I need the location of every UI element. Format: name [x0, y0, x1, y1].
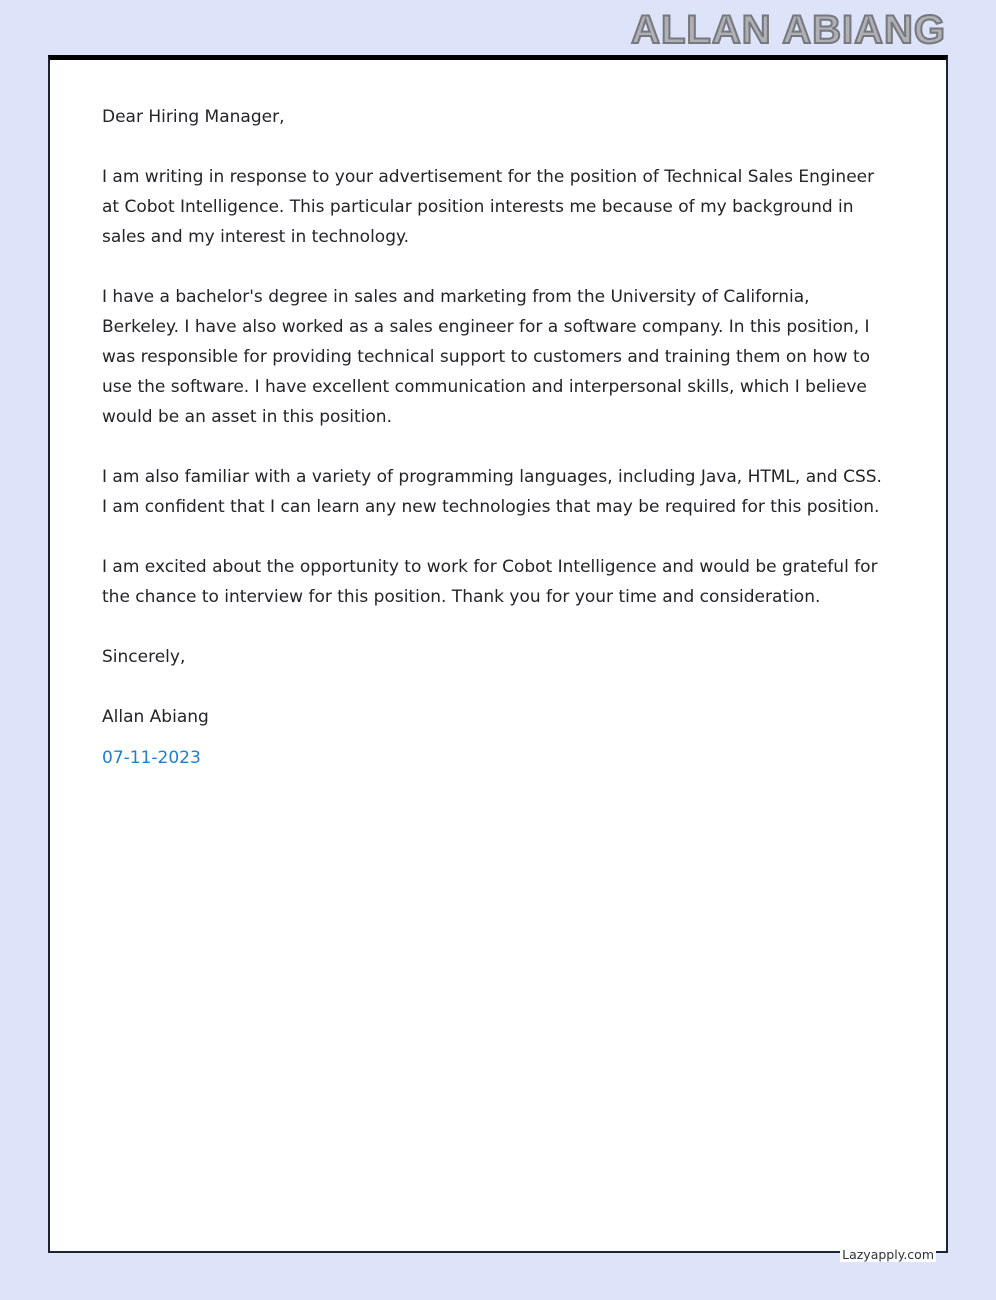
paragraph-closing: I am excited about the opportunity to work for Cobot Intelligence and would be grateful for the chance to interview for this position. Thank you for your time and consideration. — [102, 557, 878, 607]
lazyapply-watermark-link[interactable]: Lazyapply.com — [842, 1247, 934, 1262]
letter-date-link[interactable]: 07-11-2023 — [102, 748, 201, 768]
letter-page — [48, 55, 948, 1253]
letter-body — [102, 102, 891, 773]
page-title: ALLAN ABIANG — [631, 8, 946, 52]
signature-name: Allan Abiang — [102, 707, 209, 727]
salutation: Dear Hiring Manager, — [102, 107, 285, 127]
paragraph-skills: I am also familiar with a variety of programming languages, including Java, HTML, and CSS. I am confident that I can learn any new technologies that may be required for this position. — [102, 467, 882, 517]
closing: Sincerely, — [102, 647, 186, 667]
paragraph-experience: I have a bachelor's degree in sales and marketing from the University of California, Berkeley. I have also worked as a sales engineer for a software company. In this position, I was responsible for providing technical support to customers and training them on how to use the software. I have excellent communication and interpersonal skills, which I believe would be an asset in this position. — [102, 287, 871, 427]
paragraph-intro: I am writing in response to your advertisement for the position of Technical Sales Engineer at Cobot Intelligence. This particular position interests me because of my background in sales and my interest in technology. — [102, 167, 875, 247]
